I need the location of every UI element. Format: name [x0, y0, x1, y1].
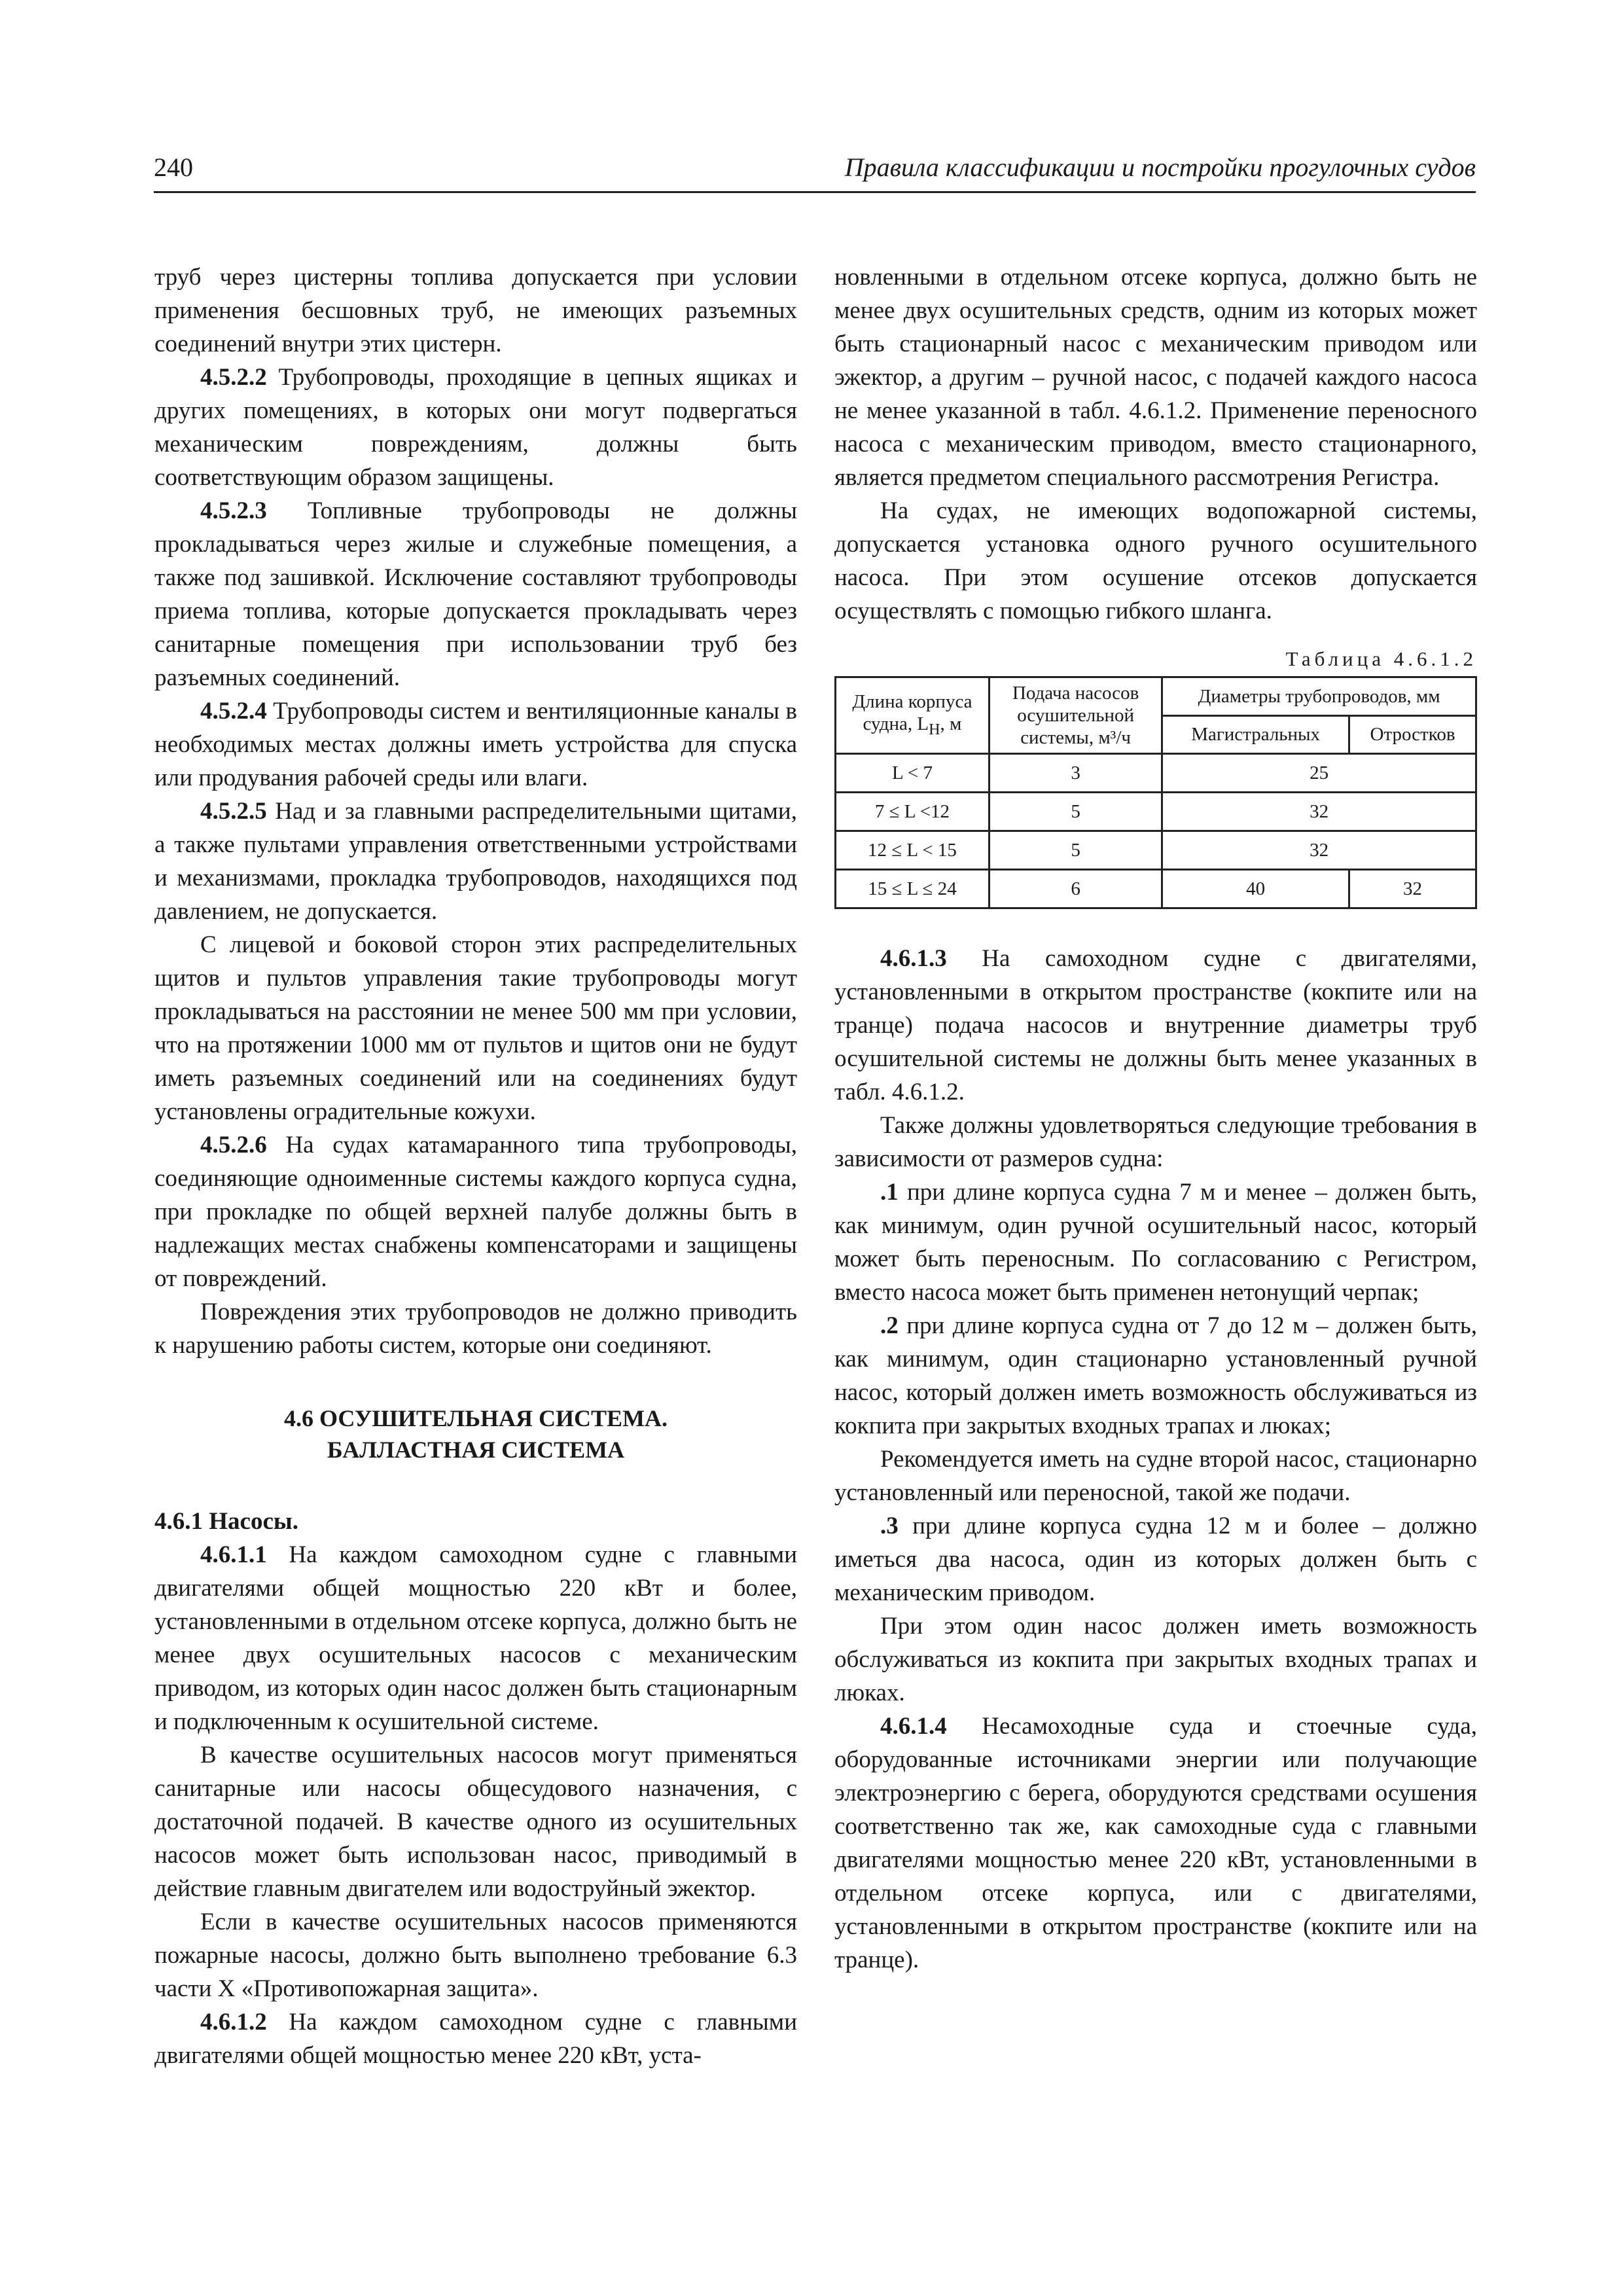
- clause-number: 4.5.2.6: [200, 1132, 267, 1158]
- paragraph: 4.6.1.2 На каждом самоходном судне с главными двигателями общей мощностью менее 220 кВт, уста-: [154, 2009, 797, 2069]
- right-column: [834, 260, 1477, 1977]
- table-row: [836, 831, 1476, 870]
- paragraph: Также должны удовлетворяться следующие требования в зависимости от размеров судна:: [834, 1112, 1477, 1172]
- clause-number: 4.6.1.2: [200, 2009, 267, 2036]
- paragraph: Если в качестве осушительных насосов применяются пожарные насосы, должно быть выполнено требование 6.3 части X «Противопожарная защита».: [154, 1909, 797, 2002]
- paragraph: Рекомендуется иметь на судне второй насос, стационарно установленный или переносной, такой же подачи.: [834, 1446, 1477, 1506]
- list-number: .3: [880, 1513, 899, 1539]
- table-caption: Таблица 4.6.1.2: [1285, 647, 1477, 670]
- table-row: [836, 793, 1476, 831]
- cell-length: 15 ≤ L ≤ 24: [836, 870, 990, 908]
- header-flow: Подача насосов осушительной системы, м³/ч: [989, 677, 1162, 754]
- clause-number: 4.5.2.3: [200, 497, 267, 524]
- paragraph: 4.5.2.6 На судах катамаранного типа трубопроводы, соединяющие одноименные системы каждого корпуса судна, при прокладке по общей верхней палубе должны быть в надлежащих местах снабжены компенсаторами и защищены от повреждений.: [154, 1132, 797, 1292]
- paragraph: .3 при длине корпуса судна 12 м и более – должно иметься два насоса, один из которых должен быть с механическим приводом.: [834, 1513, 1477, 1606]
- left-column: [154, 260, 797, 2072]
- page-header: [154, 152, 1476, 193]
- cell-flow: 6: [989, 870, 1162, 908]
- clause-number: 4.6.1.3: [880, 945, 947, 972]
- header-branch: Отростков: [1349, 715, 1476, 754]
- clause-number: 4.5.2.4: [200, 698, 267, 725]
- data-table: [834, 676, 1477, 909]
- table-header-row: [836, 677, 1476, 716]
- paragraph: При этом один насос должен иметь возможность обслуживаться из кокпита при закрытых входных трапах и люках.: [834, 1613, 1477, 1706]
- table-row: [836, 870, 1476, 908]
- paragraph: С лицевой и боковой сторон этих распределительных щитов и пультов управления такие трубопроводы могут прокладываться на расстоянии не менее 500 мм при условии, что на протяжении 1000 мм от пультов и щитов они не будут иметь разъемных соединений или на соединениях будут установлены оградительные кожухи.: [154, 931, 797, 1125]
- paragraph: 4.6.1.1 На каждом самоходном судне с главными двигателями общей мощностью 220 кВт и более, установленными в отдельном отсеке корпуса, должно быть не менее двух осушительных насосов с механическим приводом, из которых один насос должен быть стационарным и подключенным к осушительной системе.: [154, 1541, 797, 1735]
- clause-number: 4.6.1.4: [880, 1713, 947, 1740]
- paragraph: 4.5.2.3 Топливные трубопроводы не должны прокладываться через жилые и служебные помещения, а также под зашивкой. Исключение составляют трубопроводы приема топлива, которые допускается прокладывать через санитарные помещения при использовании труб без разъемных соединений.: [154, 497, 797, 691]
- running-title: Правила классификации и постройки прогулочных судов: [844, 152, 1476, 182]
- paragraph: 4.5.2.5 Над и за главными распределительными щитами, а также пультами управления ответственными устройствами и механизмами, прокладка трубопроводов, находящихся под давлением, не допускается.: [154, 798, 797, 925]
- paragraph: .2 при длине корпуса судна от 7 до 12 м – должен быть, как минимум, один стационарно установленный ручной насос, который должен иметь возможность обслуживаться из кокпита при закрытых входных трапах и люках;: [834, 1312, 1477, 1439]
- cell-diameter: 32: [1162, 793, 1476, 831]
- header-length: Длина корпуса судна, $L_H$, м: [836, 677, 990, 754]
- cell-diameter: 32: [1162, 831, 1476, 870]
- paragraph: новленными в отдельном отсеке корпуса, должно быть не менее двух осушительных средств, одним из которых может быть стационарный насос с механическим приводом или эжектор, а другим – ручной насос, с подачей каждого насоса не менее указанной в табл. 4.6.1.2. Применение переносного насоса с механическим приводом, вместо стационарного, является предметом специального рассмотрения Регистра.: [834, 264, 1477, 491]
- list-number: .2: [880, 1312, 899, 1339]
- clause-number: 4.5.2.5: [200, 798, 267, 825]
- paragraph: 4.5.2.4 Трубопроводы систем и вентиляционные каналы в необходимых местах должны иметь устройства для спуска или продувания рабочей среды или влаги.: [154, 698, 797, 791]
- paragraph: На судах, не имеющих водопожарной системы, допускается установка одного ручного осушительного насоса. При этом осушение отсеков допускается осуществлять с помощью гибкого шланга.: [834, 497, 1477, 624]
- paragraph: В качестве осушительных насосов могут применяться санитарные или насосы общесудового назначения, с достаточной подачей. В качестве одного из осушительных насосов может быть использован насос, приводимый в действие главным двигателем или водоструйный эжектор.: [154, 1742, 797, 1902]
- header-main: Магистральных: [1162, 715, 1349, 754]
- cell-length: 7 ≤ L <12: [836, 793, 990, 831]
- paragraph: 4.5.2.2 Трубопроводы, проходящие в цепных ящиках и других помещениях, в которых они могут подвергаться механическим повреждениям, должны быть соответствующим образом защищены.: [154, 364, 797, 491]
- table-row: [836, 754, 1476, 793]
- header-diameters: Диаметры трубопроводов, мм: [1162, 677, 1476, 716]
- cell-flow: 5: [989, 831, 1162, 870]
- cell-diameter: 25: [1162, 754, 1476, 793]
- cell-length: L < 7: [836, 754, 990, 793]
- clause-number: 4.5.2.2: [200, 364, 267, 391]
- section-heading: 4.6 ОСУШИТЕЛЬНАЯ СИСТЕМА. БАЛЛАСТНАЯ СИСТЕМА: [283, 1405, 668, 1463]
- page-number: 240: [154, 152, 193, 182]
- paragraph: 4.6.1.3 На самоходном судне с двигателями, установленными в открытом пространстве (кокпите или на транце) подача насосов и внутренние диаметры труб осушительной системы не должны быть менее указанных в табл. 4.6.1.2.: [834, 945, 1477, 1105]
- list-number: .1: [880, 1179, 899, 1206]
- paragraph: Повреждения этих трубопроводов не должно приводить к нарушению работы систем, которые они соединяют.: [154, 1299, 797, 1359]
- cell-flow: 3: [989, 754, 1162, 793]
- clause-number: 4.6.1.1: [200, 1541, 267, 1568]
- cell-main: 40: [1162, 870, 1349, 908]
- cell-flow: 5: [989, 793, 1162, 831]
- paragraph: труб через цистерны топлива допускается при условии применения бесшовных труб, не имеющих разъемных соединений внутри этих цистерн.: [154, 264, 797, 357]
- cell-branch: 32: [1349, 870, 1476, 908]
- subsection-heading: 4.6.1 Насосы.: [154, 1508, 299, 1535]
- paragraph: 4.6.1.4 Несамоходные суда и стоечные суда, оборудованные источниками энергии или получающие электроэнергию с берега, оборудуются средствами осушения соответственно так же, как самоходные суда с главными двигателями мощностью менее 220 кВт, установленными в отдельном отсеке корпуса, или с двигателями, установленными в открытом пространстве (кокпите или на транце).: [834, 1713, 1477, 1973]
- cell-length: 12 ≤ L < 15: [836, 831, 990, 870]
- paragraph: .1 при длине корпуса судна 7 м и менее – должен быть, как минимум, один ручной осушительный насос, который может быть переносным. По согласованию с Регистром, вместо насоса может быть применен нетонущий черпак;: [834, 1179, 1477, 1306]
